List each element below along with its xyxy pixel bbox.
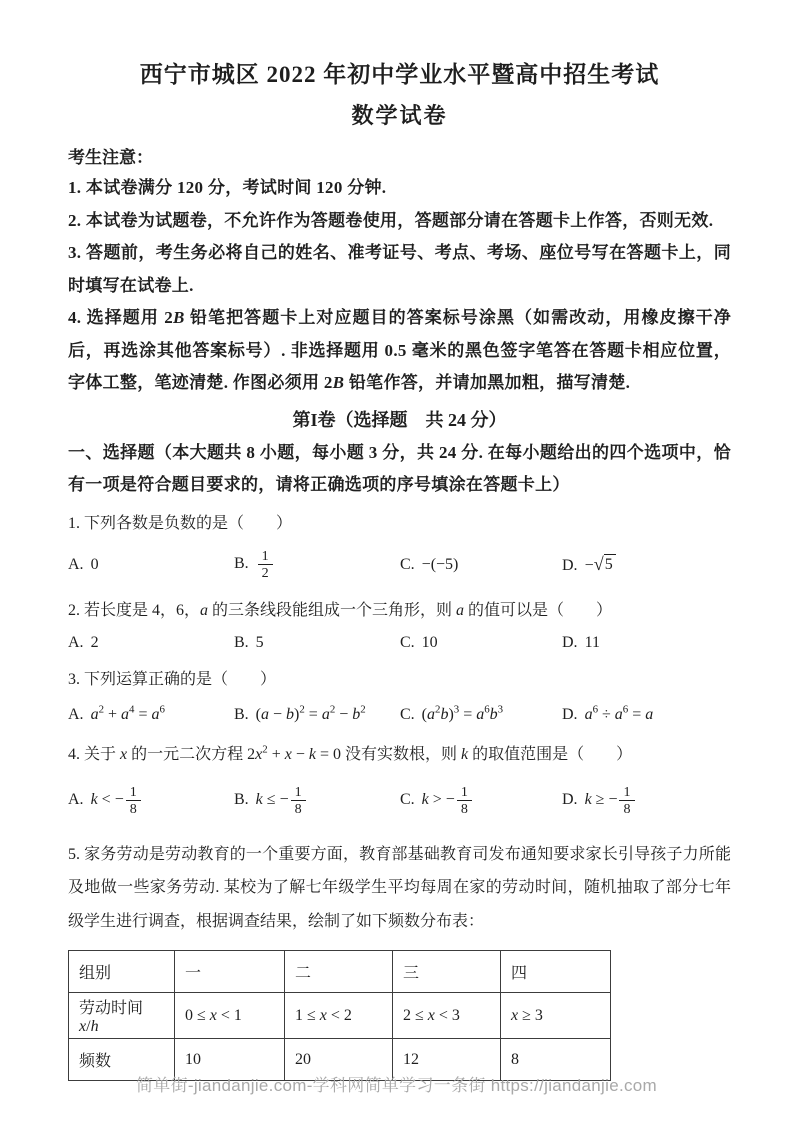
option-label: C. <box>400 705 415 723</box>
option-value: 0 <box>90 555 99 573</box>
option-value: 10 <box>421 633 438 651</box>
section-1-title: 第I卷（选择题 共 24 分） <box>292 409 507 430</box>
cell-freq-1: 10 <box>175 1039 285 1081</box>
q3-option-d <box>562 703 731 724</box>
q4-option-c <box>400 784 562 817</box>
notice-item-1: 1. 本试卷满分 120 分，考试时间 120 分钟. <box>68 178 387 197</box>
cell-group-2: 二 <box>285 951 393 993</box>
option-label: C. <box>400 555 415 573</box>
q2-option-a <box>68 634 234 652</box>
q3-option-c <box>400 703 562 724</box>
question-5-stem: 5. 家务劳动是劳动教育的一个重要方面，教育部基础教育司发布通知要求家长引导孩子力所能及地做一些家务劳动. 某校为了解七年级学生平均每周在家的劳动时间，随机抽取了部分七年级学生进行调查，根据调查结果，绘制了如下频数分布表： <box>68 845 731 930</box>
q4-option-d <box>562 784 731 817</box>
option-label: B. <box>234 705 249 723</box>
q3-option-a <box>68 703 234 724</box>
notice-item-3: 3. 答题前，考生务必将自己的姓名、准考证号、考点、考场、座位号写在答题卡上，同时填写在试卷上. <box>68 243 731 295</box>
question-3-stem: 3. 下列运算正确的是（ ） <box>68 670 277 688</box>
option-value: k < − $\frac{1}{8}$ <box>91 791 143 808</box>
q1-option-b <box>234 548 400 581</box>
candidate-notice-heading: 考生注意： <box>68 148 153 167</box>
option-label: B. <box>234 555 249 573</box>
question-4-options <box>68 773 731 829</box>
cell-time-label: 劳动时间 x/h <box>69 993 175 1039</box>
question-2-stem: 2. 若长度是 4，6，a 的三条线段能组成一个三角形，则 a 的值可以是（ ） <box>68 601 613 619</box>
exam-title: 西宁市城区 2022 年初中学业水平暨高中招生考试 <box>139 62 660 87</box>
option-value: 5 <box>255 633 264 651</box>
option-value: $a^6 \div a^6 = a$ <box>584 703 654 723</box>
cell-freq-4: 8 <box>501 1039 611 1081</box>
cell-time-4: x ≥ 3 <box>501 993 611 1039</box>
question-4 <box>68 741 731 829</box>
cell-time-2: 1 ≤ x < 2 <box>285 993 393 1039</box>
table-row-group <box>69 951 611 993</box>
q2-option-c <box>400 634 562 652</box>
option-value: 11 <box>584 633 600 651</box>
q4-option-a <box>68 784 234 817</box>
question-3-options <box>68 698 731 732</box>
q4-option-b <box>234 784 400 817</box>
option-value: k ≤ − $\frac{1}{8}$ <box>256 791 308 808</box>
cell-freq-3: 12 <box>393 1039 501 1081</box>
option-label: B. <box>234 791 249 809</box>
option-label: A. <box>68 705 84 723</box>
question-1-stem: 1. 下列各数是负数的是（ ） <box>68 514 293 532</box>
q2-option-d <box>562 634 731 652</box>
exam-subtitle: 数学试卷 <box>351 103 448 128</box>
watermark-footer: 简单街-jiandanjie.com-学科网简单学习一条街 https://jiandanjie.com <box>135 1076 658 1095</box>
cell-group-label: 组别 <box>69 951 175 993</box>
cell-group-1: 一 <box>175 951 285 993</box>
question-1 <box>68 510 731 588</box>
option-value: $\frac{1}{2}$ <box>256 555 275 572</box>
option-value: $a^2 + a^4 = a^6$ <box>90 703 165 723</box>
option-label: A. <box>68 555 84 573</box>
question-1-options <box>68 542 731 588</box>
question-2 <box>68 597 731 657</box>
option-value: − √ 5 <box>585 557 616 574</box>
notice-item-2: 2. 本试卷为试题卷，不允许作为答题卷使用，答题部分请在答题卡上作答，否则无效. <box>68 210 714 230</box>
q1-option-a <box>68 556 234 574</box>
section-1-instructions: 一、选择题（本大题共 8 小题，每小题 3 分，共 24 分. 在每小题给出的四个选项中，恰有一项是符合题目要求的，请将正确选项的序号填涂在答题卡上） <box>68 442 731 494</box>
cell-group-4: 四 <box>501 951 611 993</box>
option-label: A. <box>68 633 84 651</box>
q3-option-b <box>234 703 400 724</box>
option-value: 2 <box>90 633 99 651</box>
question-2-options <box>68 629 731 657</box>
option-label: D. <box>562 791 578 809</box>
option-label: A. <box>68 791 84 809</box>
option-value: k > − $\frac{1}{8}$ <box>422 791 474 808</box>
option-label: C. <box>400 633 415 651</box>
cell-time-1: 0 ≤ x < 1 <box>175 993 285 1039</box>
option-label: D. <box>562 557 578 575</box>
option-label: D. <box>562 705 578 723</box>
q1-option-d <box>562 554 731 576</box>
q2-option-b <box>234 634 400 652</box>
option-value: $(a^2b)^3 = a^6b^3$ <box>421 703 504 723</box>
option-value: $(a - b)^2 = a^2 - b^2$ <box>255 703 366 723</box>
option-value: k ≥ − $\frac{1}{8}$ <box>585 791 637 808</box>
question-3 <box>68 666 731 732</box>
q1-option-c <box>400 556 562 574</box>
option-value: −(−5) <box>421 555 459 573</box>
question-5 <box>68 838 731 1082</box>
question-4-stem: 4. 关于 x 的一元二次方程 $2x^2 + x - k = 0$ 没有实数根，则 k 的取值范围是（ ） <box>68 743 633 763</box>
option-label: D. <box>562 633 578 651</box>
cell-freq-label: 频数 <box>69 1039 175 1081</box>
notice-item-4: 4. 选择题用 2B 铅笔把答题卡上对应题目的答案标号涂黑（如需改动，用橡皮擦干净后，再选涂其他答案标号）. 非选择题用 0.5 毫米的黑色签字笔答在答题卡相应位置，字体工整，笔迹清楚. 作图必须用 2B 铅笔作答，并请加黑加粗，描写清楚. <box>68 308 731 392</box>
cell-time-3: 2 ≤ x < 3 <box>393 993 501 1039</box>
table-row-time <box>69 993 611 1039</box>
cell-group-3: 三 <box>393 951 501 993</box>
option-label: B. <box>234 633 249 651</box>
cell-freq-2: 20 <box>285 1039 393 1081</box>
option-label: C. <box>400 791 415 809</box>
frequency-table <box>68 950 611 1081</box>
